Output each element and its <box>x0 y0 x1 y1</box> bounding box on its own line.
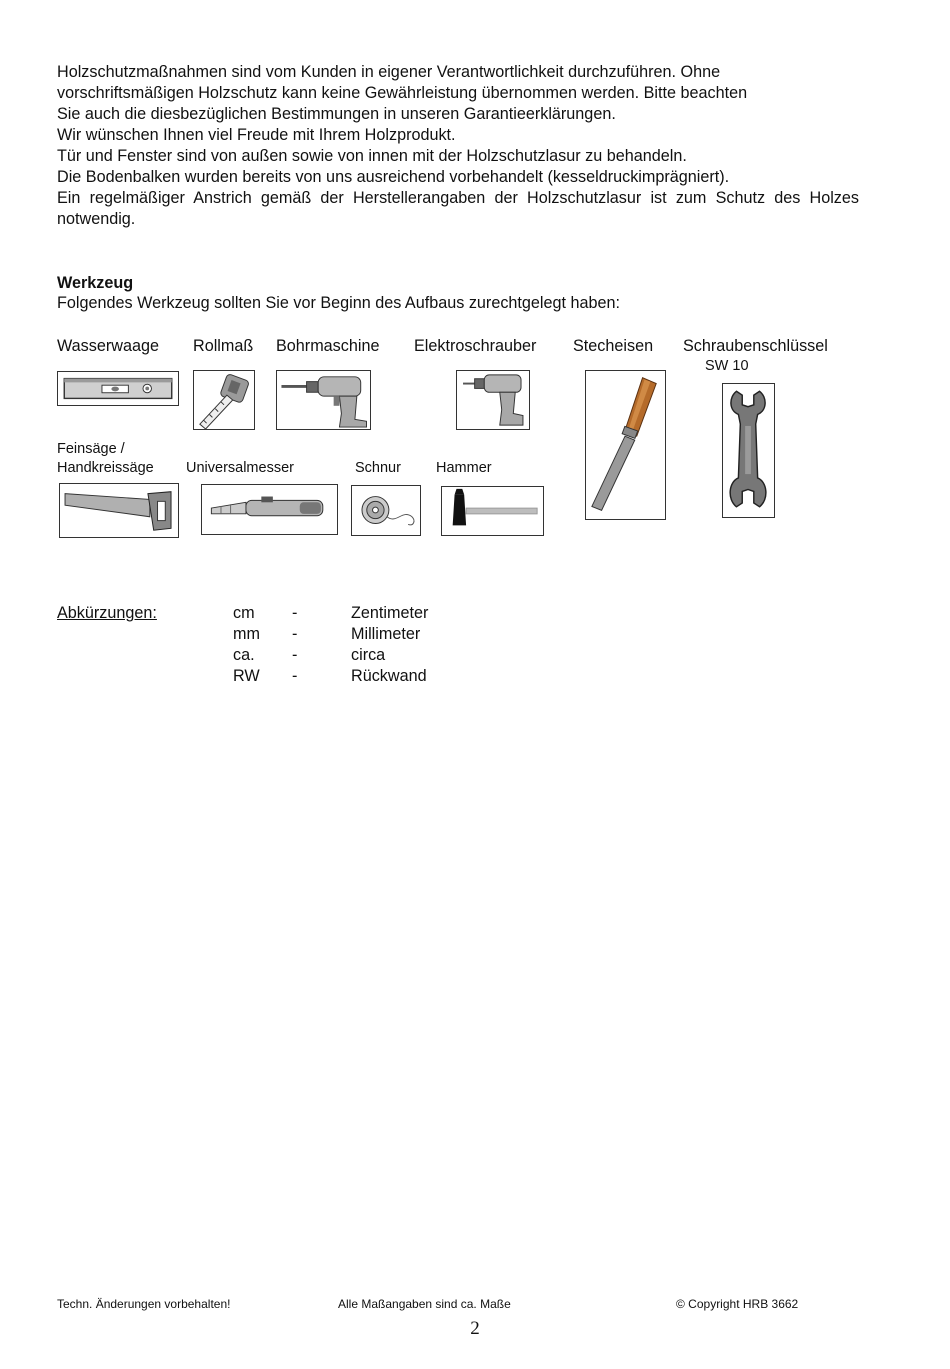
tool-label-wrench: Schraubenschlüssel <box>683 337 828 355</box>
abbr-term: mm <box>233 625 260 643</box>
intro-text <box>57 62 859 230</box>
tool-label-tape: Rollmaß <box>193 337 254 355</box>
saw-icon <box>59 483 179 538</box>
intro-line: Ein regelmäßiger Anstrich gemäß der Herstellerangaben der Holzschutzlasur ist zum Schutz des Holzes notwendig. <box>57 189 859 228</box>
abbr-dash: - <box>292 604 298 622</box>
tool-label-saw-line2: Handkreissäge <box>57 460 154 476</box>
tool-label-level: Wasserwaage <box>57 337 159 355</box>
cordless-screwdriver-icon <box>456 370 530 430</box>
hammer-icon <box>441 486 544 536</box>
tool-sublabel-wrench: SW 10 <box>705 358 749 374</box>
intro-line: Die Bodenbalken wurden bereits von uns ausreichend vorbehandelt (kesseldruckimprägniert). <box>57 168 730 186</box>
wrench-icon <box>722 383 775 518</box>
spirit-level-icon <box>57 371 179 406</box>
abbr-dash: - <box>292 667 298 685</box>
abbr-meaning: Rückwand <box>351 667 427 685</box>
abbr-meaning: Zentimeter <box>351 604 429 622</box>
chisel-icon <box>585 370 666 520</box>
intro-line: Wir wünschen Ihnen viel Freude mit Ihrem Holzprodukt. <box>57 126 456 144</box>
tape-measure-icon <box>193 370 255 430</box>
string-spool-icon <box>351 485 421 536</box>
intro-line: Holzschutzmaßnahmen sind vom Kunden in eigener Verantwortlichkeit durchzuführen. Ohne <box>57 63 721 81</box>
tool-label-string: Schnur <box>355 460 401 476</box>
footer-center-note: Alle Maßangaben sind ca. Maße <box>338 1297 511 1311</box>
tool-label-chisel: Stecheisen <box>573 337 654 355</box>
abbr-dash: - <box>292 646 298 664</box>
intro-line: vorschriftsmäßigen Holzschutz kann keine Gewährleistung übernommen werden. Bitte beachten <box>57 84 748 102</box>
footer-copyright: © Copyright HRB 3662 <box>676 1297 799 1311</box>
abbreviations-heading: Abkürzungen: <box>57 604 157 622</box>
abbr-dash: - <box>292 625 298 643</box>
footer-left-note: Techn. Änderungen vorbehalten! <box>57 1297 231 1311</box>
abbr-term: RW <box>233 667 260 685</box>
tools-section-title: Werkzeug <box>57 274 134 292</box>
abbr-term: ca. <box>233 646 255 664</box>
page-number: 2 <box>470 1318 480 1339</box>
tool-label-screwdriver: Elektroschrauber <box>414 337 537 355</box>
power-drill-icon <box>276 370 371 430</box>
tool-label-saw-line1: Feinsäge / <box>57 441 125 457</box>
intro-line: Tür und Fenster sind von außen sowie von innen mit der Holzschutzlasur zu behandeln. <box>57 147 687 165</box>
intro-line: Sie auch die diesbezüglichen Bestimmungen in unseren Garantieerklärungen. <box>57 105 616 123</box>
tool-label-drill: Bohrmaschine <box>276 337 380 355</box>
tools-section-subtitle: Folgendes Werkzeug sollten Sie vor Beginn des Aufbaus zurechtgelegt haben: <box>57 294 621 312</box>
abbr-meaning: Millimeter <box>351 625 421 643</box>
utility-knife-icon <box>201 484 338 535</box>
abbr-term: cm <box>233 604 255 622</box>
tool-label-knife: Universalmesser <box>186 460 294 476</box>
tool-label-hammer: Hammer <box>436 460 492 476</box>
abbr-meaning: circa <box>351 646 386 664</box>
